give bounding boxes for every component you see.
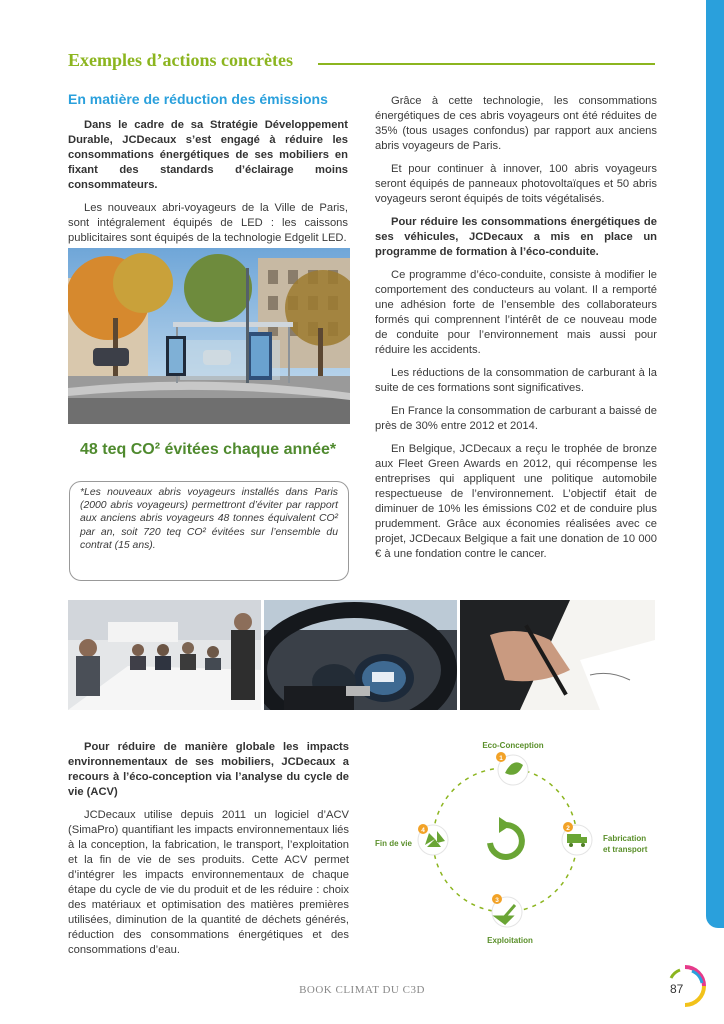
training-room-photo	[68, 600, 261, 710]
belgium-paragraph: En Belgique, JCDecaux a reçu le trophée de bronze aux Fleet Green Awards en 2012, qui récompense les entreprises qui appliquent une politique automobile respectueuse de l’environnement. L’objectif était de diminuer de 10% les émissions C02 et de conduire plus prudemment. Grâce aux économies réalisées avec ce projet, JCDecaux Belgique a fait une donation de 10 000 € à une fondation contre le cancer.	[375, 443, 657, 560]
acv-body-paragraph: JCDecaux utilise depuis 2011 un logiciel d’ACV (SimaPro) quantifiant les impacts environnementaux liés à la conception, la fabrication, le transport, l’exploitation et la fin de vie de ses produits. Cette ACV permet d’intégrer les impacts environnementaux de chaque étape du cycle de vie du produit et de les réduire : choix des matériaux et optimisation des matières premières utilisées, diminution de la quantité de déchets générés, réduction des consommations énergétiques et des consommations d’eau.	[68, 809, 349, 956]
stage-fabrication-label-line1: Fabrication	[603, 834, 647, 843]
cycle-arrow-icon	[490, 817, 522, 857]
led-paragraph: Les nouveaux abri-voyageurs de la Ville de Paris, sont intégralement équipés de LED : les caissons publicitaires sont équipés de la technologie Edgelit LED.	[68, 202, 348, 244]
stage-2-number: 2	[566, 825, 570, 832]
intro-paragraph: Dans le cadre de sa Stratégie Développement Durable, JCDecaux s’est engagé à réduire les consommations énergétiques de ses mobiliers en fixant des standards d’éclairage moins consommateurs.	[68, 119, 348, 191]
page-number: 87	[670, 982, 684, 996]
footer-title: BOOK CLIMAT DU C3D	[299, 984, 425, 996]
sub-heading: En matière de réduction des émissions	[68, 91, 328, 107]
acv-intro-paragraph: Pour réduire de manière globale les impacts environnementaux de ses mobiliers, JCDecaux a recours à l’éco-conception via l’analyse du cycle de vie (ACV)	[68, 741, 349, 798]
lifecycle-diagram	[365, 735, 665, 950]
title-rule	[318, 63, 655, 65]
signing-document-photo	[460, 600, 655, 710]
stage-fabrication-label-line2: et transport	[603, 845, 648, 854]
france-paragraph: En France la consommation de carburant a baissé de près de 30% entre 2012 et 2014.	[375, 405, 657, 432]
stage-exploitation-label: Exploitation	[487, 936, 533, 945]
technology-paragraph: Grâce à cette technologie, les consommations énergétiques de ces abris voyageurs ont été réduites de 35% (tous usages confondus) par rapport aux anciens abris voyageurs de Paris.	[375, 95, 657, 152]
eco-driving-paragraph: Ce programme d’éco-conduite, consiste à modifier le comportement des conducteurs au volant. Il a remporté une adhésion forte de l’ensemble des collaborateurs formés qui comprennent l’intérêt de ce nouveau mode de conduite pour l’environnement mais aussi pour réduire les accidents.	[375, 269, 657, 356]
acv-text-column	[68, 740, 349, 966]
bus-shelter-photo	[68, 248, 350, 424]
fuel-reduction-paragraph: Les réductions de la consommation de carburant à la suite de ces formations sont significatives.	[375, 367, 657, 394]
left-column	[68, 92, 348, 254]
footnote-box	[69, 481, 349, 581]
stat-headline: 48 teq CO² évitées chaque année*	[80, 441, 337, 458]
stage-4-number: 4	[421, 827, 425, 834]
c3d-logo-icon	[662, 963, 708, 1009]
section-title: Exemples d’actions concrètes	[68, 50, 293, 70]
vehicles-paragraph: Pour réduire les consommations énergétiques de ses véhicules, JCDecaux a mis en place un programme de formation à l’éco-conduite.	[375, 216, 657, 258]
footnote-text: *Les nouveaux abris voyageurs installés dans Paris (2000 abris voyageurs) permettront d’éviter par rapport aux anciens abris voyageurs 48 tonnes équivalent CO² par an, soit 720 teq CO² évitées sur l’ensemble du contrat (15 ans).	[80, 487, 338, 551]
innovation-paragraph: Et pour continuer à innover, 100 abris voyageurs seront équipés de panneaux photovoltaïques et 50 abris voyageurs seront équipés de toits végétalisés.	[375, 163, 657, 205]
stage-3-number: 3	[495, 897, 499, 904]
stage-1-number: 1	[499, 755, 503, 762]
stage-eco-conception-label: Eco-Conception	[482, 741, 544, 750]
stage-fin-de-vie-label: Fin de vie	[375, 839, 412, 848]
right-column	[375, 94, 657, 570]
car-dashboard-photo	[264, 600, 457, 710]
page-edge-band	[706, 0, 724, 928]
photo-strip	[68, 600, 655, 710]
